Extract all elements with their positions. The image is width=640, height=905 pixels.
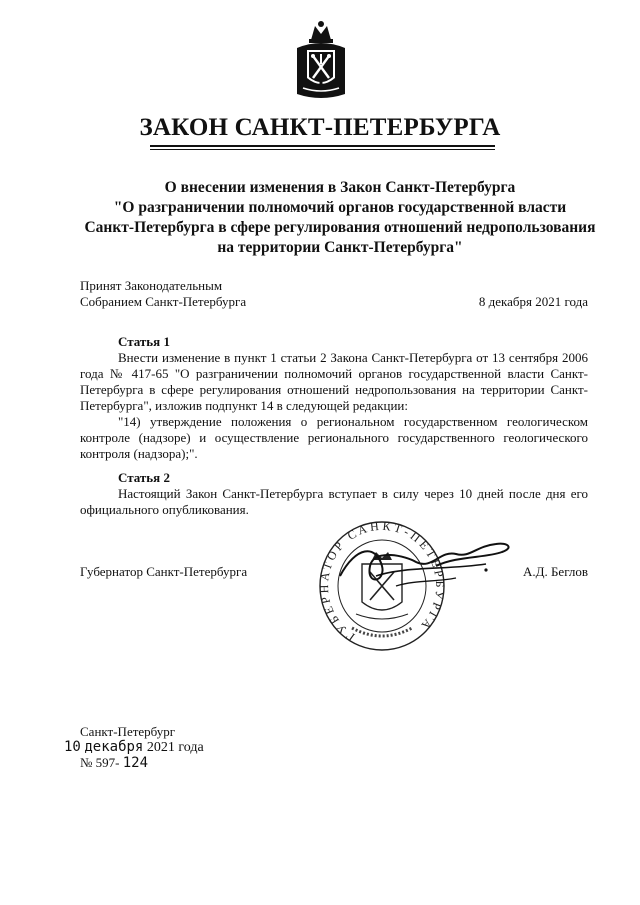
article-1-text: Внести изменение в пункт 1 статьи 2 Закона Санкт-Петербурга от 13 сентября 2006 года № 417-65 "О разграничении полномочий органов государственной власти Санкт-Петербурга в сфере регулирования отношений недропользования на территории Санкт-Петербурга", изложив подпункт 14 в следующей редакции: bbox=[80, 350, 588, 413]
footer-number-suffix: 124 bbox=[122, 755, 149, 771]
adoption-date: 8 декабря 2021 года bbox=[478, 294, 588, 309]
law-subtitle bbox=[60, 178, 620, 258]
article-1-heading: Статья 1 bbox=[118, 334, 170, 349]
subtitle-line: "О разграничении полномочий органов государственной власти bbox=[113, 199, 567, 216]
adoption-line: Собранием Санкт-Петербурга bbox=[80, 294, 247, 309]
law-title: ЗАКОН САНКТ-ПЕТЕРБУРГА bbox=[139, 114, 501, 141]
subtitle-line: О внесении изменения в Закон Санкт-Петербурга bbox=[164, 179, 516, 196]
governor-title: Губернатор Санкт-Петербурга bbox=[80, 564, 248, 579]
footer-month: декабря bbox=[84, 739, 144, 755]
footer-year: 2021 года bbox=[146, 740, 204, 755]
footer-city: Санкт-Петербург bbox=[80, 724, 176, 739]
adoption-line: Принят Законодательным bbox=[80, 278, 223, 293]
title-rule-top bbox=[150, 145, 495, 147]
adoption-note bbox=[80, 278, 246, 310]
footer-day: 10 bbox=[64, 739, 81, 755]
svg-text:ГУБЕРНАТОР САНКТ-ПЕТЕРБУРГА: ГУБЕРНАТОР САНКТ-ПЕТЕРБУРГА bbox=[316, 518, 448, 645]
subtitle-line: на территории Санкт-Петербурга" bbox=[217, 239, 463, 256]
governor-name: А.Д. Беглов bbox=[522, 564, 588, 579]
subtitle-line: Санкт-Петербурга в сфере регулирования отношений недропользования bbox=[84, 219, 596, 236]
footer-date bbox=[64, 739, 204, 756]
title-rule-bottom bbox=[150, 149, 495, 150]
coat-of-arms-icon bbox=[293, 20, 349, 102]
article-2-text: Настоящий Закон Санкт-Петербурга вступает в силу через 10 дней после дня его официального опубликования. bbox=[80, 486, 588, 517]
article-2-heading: Статья 2 bbox=[118, 470, 170, 485]
footer-number-prefix: № 597- bbox=[80, 755, 120, 770]
footer-number bbox=[80, 755, 148, 771]
article-1-quote: "14) утверждение положения о региональном государственном геологическом контроле (надзоре) и осуществление регионального государственного геологического контроля (надзора);". bbox=[80, 414, 588, 461]
signature-icon bbox=[336, 536, 516, 598]
